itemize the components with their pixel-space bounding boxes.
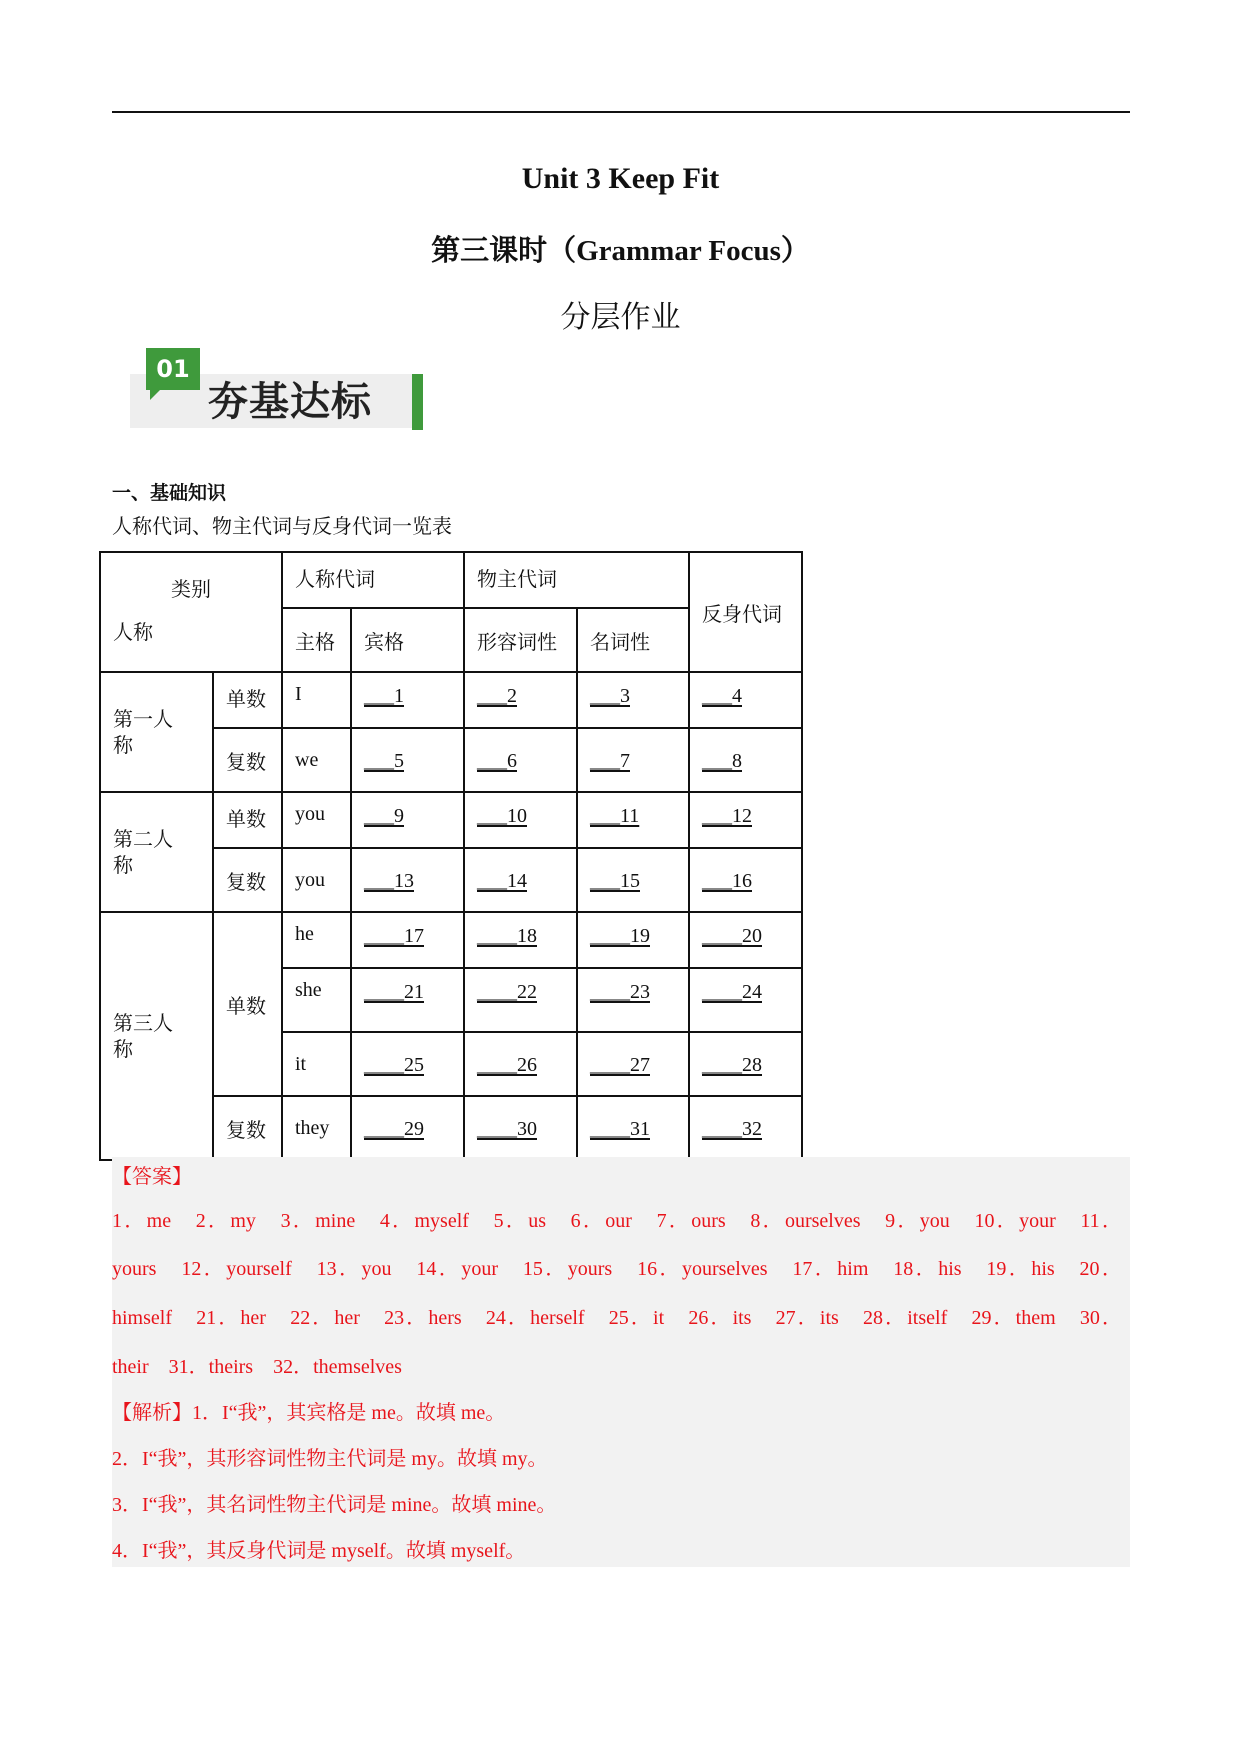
subject-pronoun: she — [295, 979, 322, 1001]
answer-blank[interactable]: ___12 — [702, 805, 752, 827]
subject-pronoun: we — [295, 748, 319, 771]
header-possessive — [464, 552, 689, 608]
blank-cell — [351, 728, 464, 792]
person-third-label: 第三人称 — [113, 1011, 173, 1061]
subject-pronoun: it — [295, 1052, 307, 1075]
header-subject-label: 主格 — [295, 629, 335, 654]
analysis-line: 4．I“我”，其反身代词是 myself。故填 myself。 — [112, 1540, 526, 1562]
header-adjective-label: 形容词性 — [477, 629, 557, 654]
answer-blank[interactable]: ____24 — [702, 981, 762, 1003]
blank-cell — [464, 1096, 577, 1160]
person-second-label: 第二人称 — [113, 827, 173, 877]
number-cell — [213, 792, 282, 848]
number-cell — [213, 672, 282, 728]
number-label: 单数 — [226, 993, 266, 1018]
blank-cell — [351, 1032, 464, 1096]
subject-pronoun: you — [295, 868, 325, 891]
header-object-label: 宾格 — [364, 629, 404, 654]
badge-number: 01 — [146, 348, 200, 390]
pronoun-table — [99, 551, 915, 1161]
blank-cell — [464, 968, 577, 1032]
subject-cell — [282, 728, 351, 792]
answer-blank[interactable]: ___4 — [702, 685, 742, 707]
blank-cell — [577, 912, 689, 968]
number-cell — [213, 1096, 282, 1160]
header-personal-label: 人称代词 — [295, 567, 375, 591]
blank-cell — [689, 728, 802, 792]
subject-cell — [282, 1096, 351, 1160]
analysis-text: 1．I“我”，其宾格是 me。故填 me。 — [192, 1402, 506, 1424]
blank-cell — [577, 968, 689, 1032]
person-first — [100, 672, 213, 792]
answer-label: 【答案】 — [112, 1166, 192, 1188]
answer-blank[interactable]: ___13 — [364, 869, 414, 892]
badge-label: 夯基达标 — [208, 379, 372, 425]
answer-blank[interactable]: ___3 — [590, 685, 630, 707]
blank-cell — [464, 672, 577, 728]
answer-line: himself 21．her 22．her 23．hers 24．herself 25．it 26．its 27．its 28．itself 29．them 30． — [112, 1307, 1122, 1329]
number-cell — [213, 848, 282, 912]
analysis-line — [112, 1396, 505, 1425]
answer-line: yours 12．yourself 13．you 14．your 15．yours 16．yourselves 17．him 18．his 19．his 20． — [112, 1258, 1122, 1280]
answer-blank[interactable]: ____26 — [477, 1053, 537, 1076]
blank-cell — [577, 848, 689, 912]
analysis-line: 3．I“我”，其名词性物主代词是 mine。故填 mine。 — [112, 1494, 557, 1516]
answer-blank[interactable]: ____18 — [477, 925, 537, 947]
header-personal — [282, 552, 464, 608]
number-cell — [213, 912, 282, 1096]
header-subject — [282, 608, 351, 672]
answer-blank[interactable]: ____21 — [364, 981, 424, 1003]
analysis-line: 2．I“我”，其形容词性物主代词是 my。故填 my。 — [112, 1448, 548, 1470]
blank-cell — [577, 728, 689, 792]
blank-cell — [689, 1096, 802, 1160]
subject-cell — [282, 968, 351, 1032]
answer-blank[interactable]: ____20 — [702, 925, 762, 947]
number-label: 复数 — [226, 869, 266, 894]
person-second — [100, 792, 213, 912]
corner-cell — [100, 552, 282, 672]
blank-cell — [351, 1096, 464, 1160]
person-first-label: 第一人称 — [113, 707, 173, 757]
header-possessive-label: 物主代词 — [477, 567, 557, 591]
blank-cell — [464, 912, 577, 968]
unit-title: Unit 3 Keep Fit — [521, 162, 720, 195]
answer-blank[interactable]: ___1 — [364, 685, 404, 707]
subject-cell — [282, 912, 351, 968]
number-label: 单数 — [226, 807, 266, 831]
answer-blank[interactable]: ____19 — [590, 925, 650, 947]
answer-blank[interactable]: ___5 — [364, 749, 404, 772]
section-badge — [130, 348, 425, 432]
blank-cell — [689, 672, 802, 728]
number-label: 复数 — [226, 749, 266, 774]
answer-blank[interactable]: ___9 — [364, 805, 404, 827]
subject-pronoun: they — [295, 1116, 330, 1139]
subject-pronoun: he — [295, 923, 314, 945]
header-rule — [112, 111, 1130, 113]
answer-blank[interactable]: ___11 — [590, 805, 640, 827]
blank-cell — [577, 1096, 689, 1160]
answer-blank[interactable]: ___6 — [477, 749, 517, 772]
blank-cell — [689, 848, 802, 912]
answer-blank[interactable]: ____30 — [477, 1117, 537, 1140]
answer-blank[interactable]: ____22 — [477, 981, 537, 1003]
blank-cell — [689, 912, 802, 968]
analysis-label: 【解析】 — [112, 1402, 192, 1424]
header-reflexive-label: 反身代词 — [702, 601, 782, 626]
lesson-subtitle: 第三课时（Grammar Focus） — [431, 235, 810, 267]
blank-cell — [577, 672, 689, 728]
blank-cell — [577, 1032, 689, 1096]
answer-blank[interactable]: ___15 — [590, 869, 640, 892]
corner-top: 类别 — [171, 577, 211, 601]
answer-blank[interactable]: ____29 — [364, 1117, 424, 1140]
subject-cell — [282, 1032, 351, 1096]
answer-blank[interactable]: ____27 — [590, 1053, 650, 1076]
subject-cell — [282, 792, 351, 848]
number-label: 单数 — [226, 687, 266, 711]
person-third — [100, 912, 213, 1160]
blank-cell — [464, 1032, 577, 1096]
header-adjective — [464, 608, 577, 672]
answer-blank[interactable]: ____32 — [702, 1117, 762, 1140]
blank-cell — [351, 792, 464, 848]
answer-blank[interactable]: ____31 — [590, 1117, 650, 1140]
answer-blank[interactable]: ____25 — [364, 1053, 424, 1076]
blank-cell — [689, 968, 802, 1032]
homework-title: 分层作业 — [560, 300, 681, 335]
header-object — [351, 608, 464, 672]
answer-blank[interactable]: ___7 — [590, 749, 630, 772]
answer-line: their 31．theirs 32．themselves — [112, 1356, 402, 1378]
answer-blank[interactable]: ____17 — [364, 925, 424, 947]
number-label: 复数 — [226, 1117, 266, 1142]
number-cell — [213, 728, 282, 792]
blank-cell — [351, 672, 464, 728]
header-reflexive — [689, 552, 802, 672]
subject-cell — [282, 672, 351, 728]
answer-blank[interactable]: ____28 — [702, 1053, 762, 1076]
header-noun — [577, 608, 689, 672]
answer-blank[interactable]: ___14 — [477, 869, 527, 892]
blank-cell — [351, 968, 464, 1032]
subject-cell — [282, 848, 351, 912]
answer-blank[interactable]: ____23 — [590, 981, 650, 1003]
blank-cell — [351, 848, 464, 912]
answer-blank[interactable]: ___8 — [702, 749, 742, 772]
blank-cell — [689, 1032, 802, 1096]
answer-blank[interactable]: ___16 — [702, 869, 752, 892]
subject-pronoun: you — [295, 803, 325, 825]
section-subheading: 人称代词、物主代词与反身代词一览表 — [112, 514, 452, 538]
corner-bottom: 人称 — [113, 620, 153, 644]
blank-cell — [689, 792, 802, 848]
section-heading: 一、基础知识 — [112, 482, 227, 504]
blank-cell — [464, 848, 577, 912]
blank-cell — [464, 792, 577, 848]
blank-cell — [351, 912, 464, 968]
answer-blank[interactable]: ___10 — [477, 805, 527, 827]
header-noun-label: 名词性 — [590, 629, 650, 654]
blank-cell — [464, 728, 577, 792]
answer-blank[interactable]: ___2 — [477, 685, 517, 707]
blank-cell — [577, 792, 689, 848]
badge-bar — [412, 374, 423, 430]
subject-pronoun: I — [295, 683, 302, 705]
answer-line: 1．me 2．my 3．mine 4．myself 5．us 6．our 7．ours 8．ourselves 9．you 10．your 11． — [112, 1210, 1122, 1232]
